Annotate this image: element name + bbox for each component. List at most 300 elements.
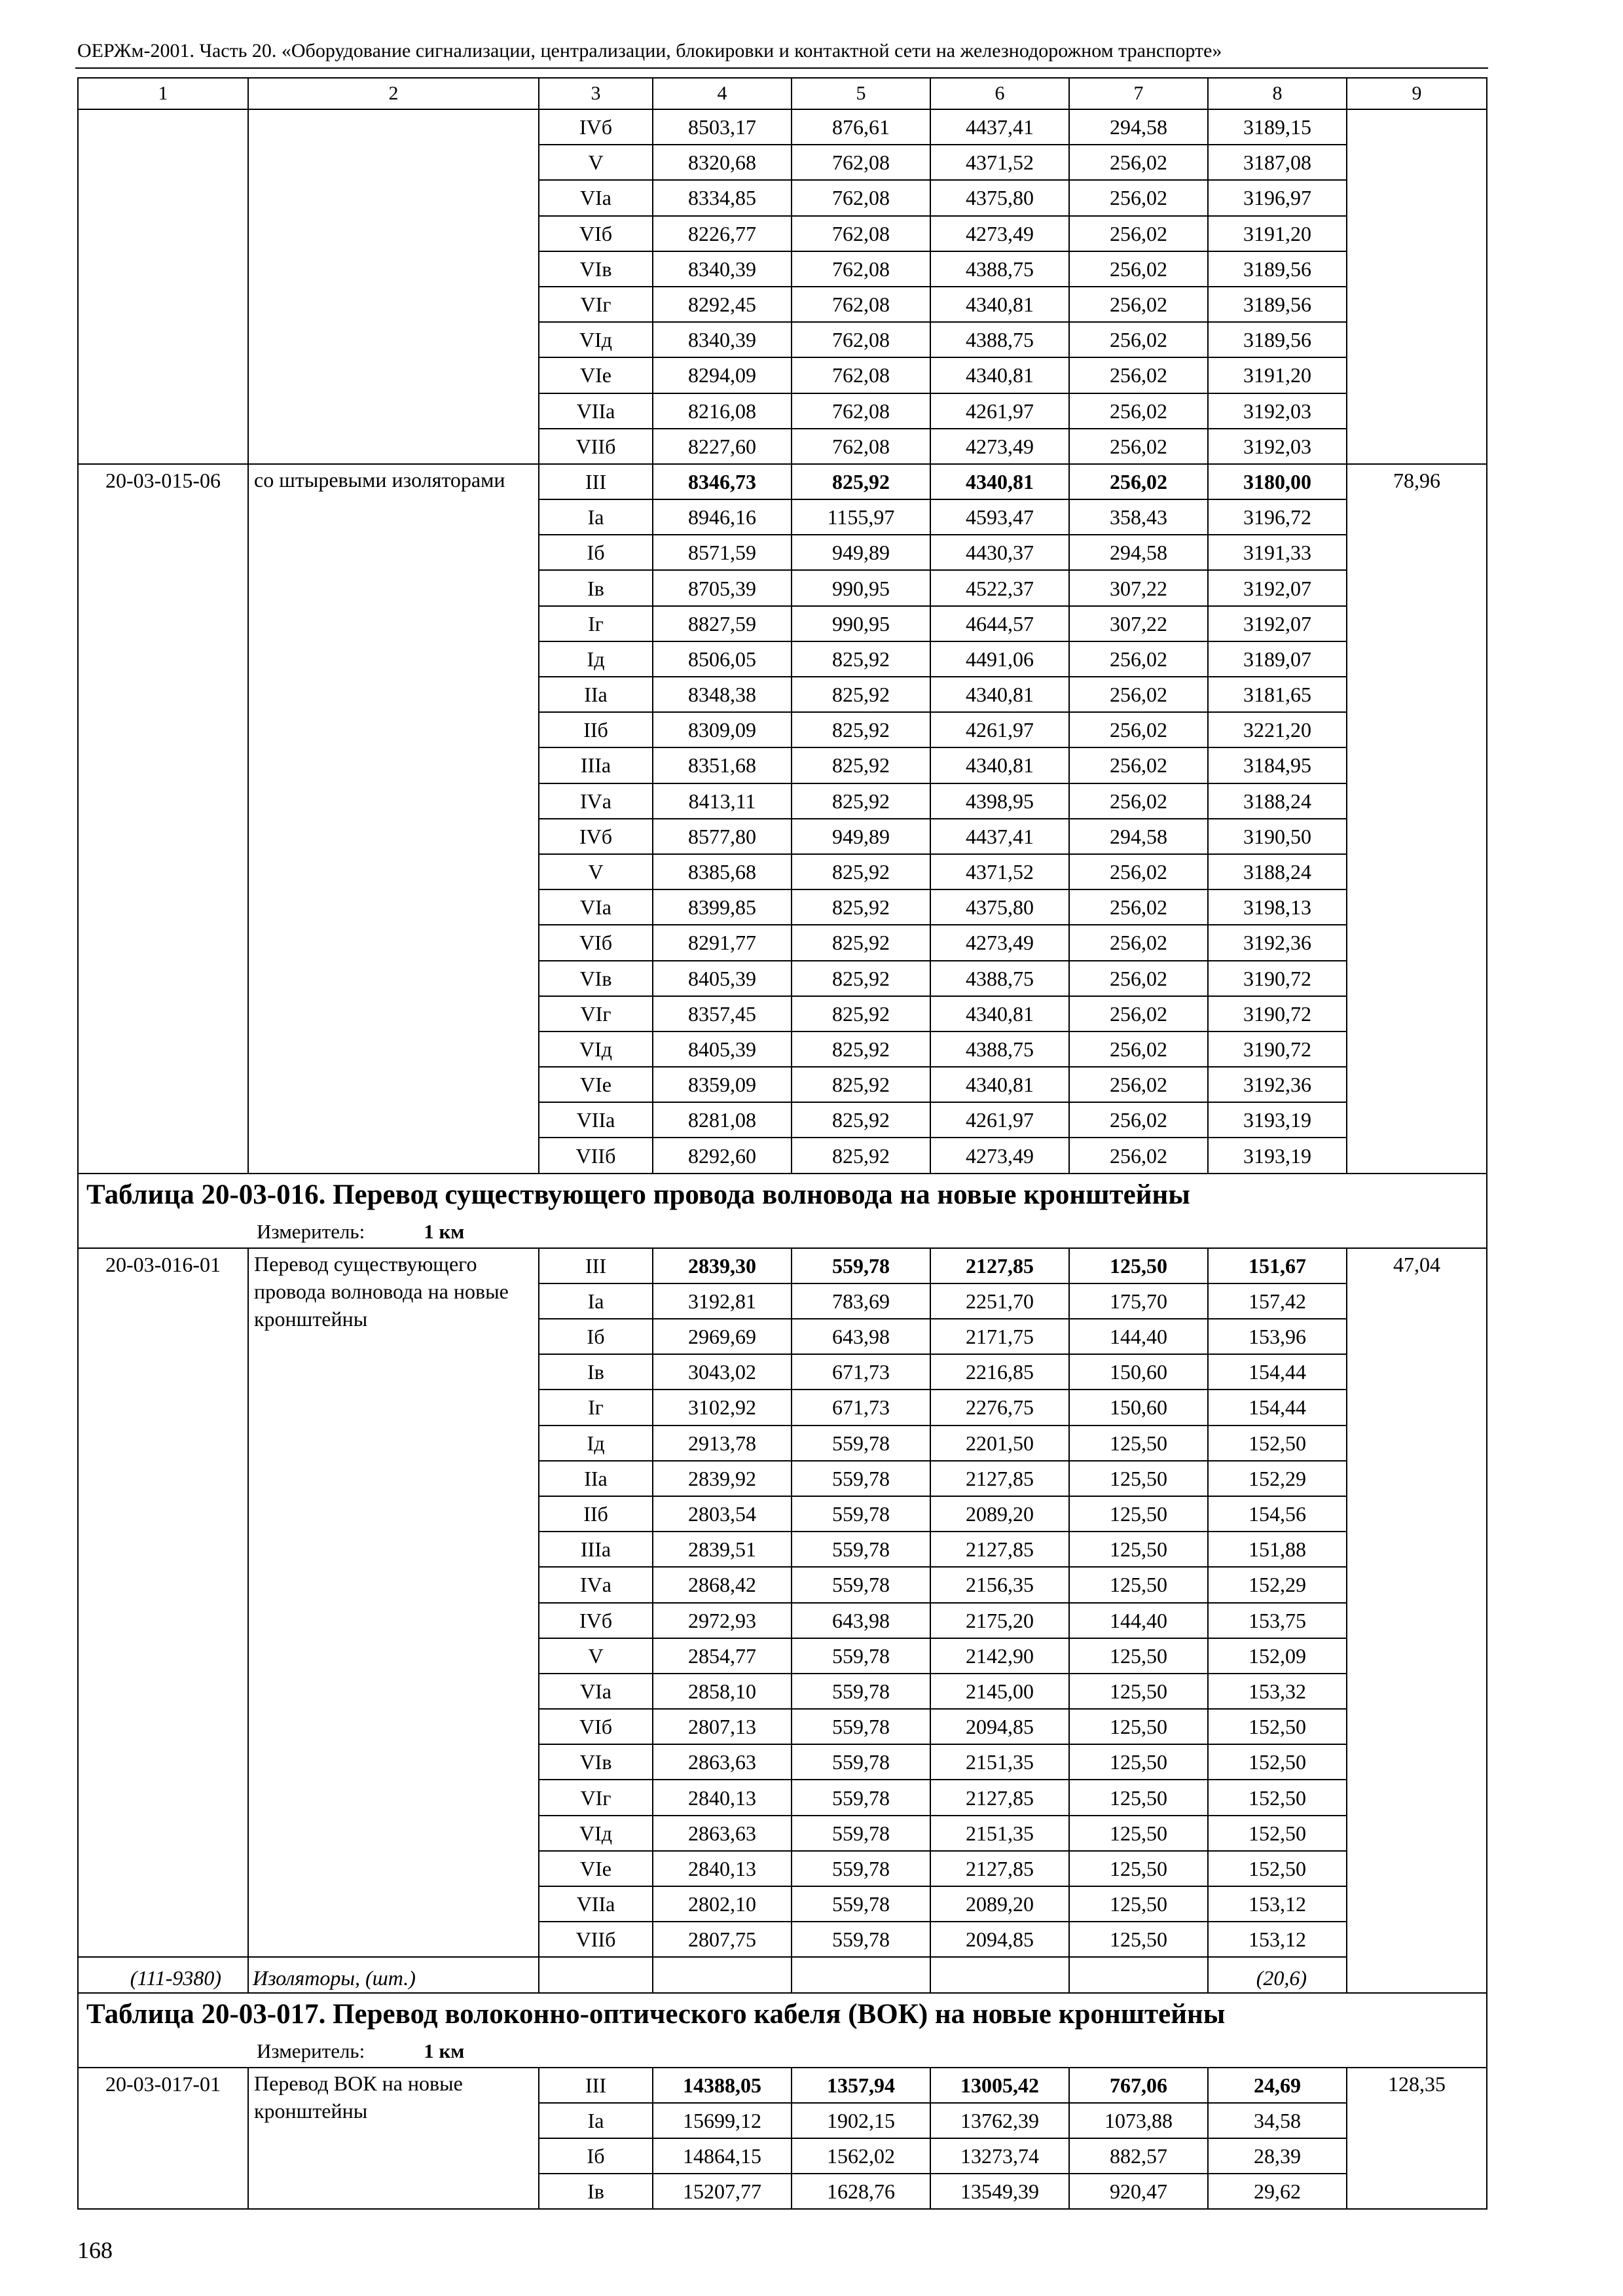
unit-label: Измеритель: (257, 1219, 365, 1243)
territorial-zone: Iб (539, 1319, 653, 1354)
rate-value: 4375,80 (930, 180, 1069, 215)
rate-value: 2972,93 (653, 1603, 792, 1638)
rate-value: 825,92 (792, 1102, 930, 1138)
rate-value: 762,08 (792, 429, 930, 464)
rate-value: 8292,60 (653, 1138, 792, 1173)
rate-value: 3189,56 (1208, 287, 1347, 322)
rate-value: 8226,77 (653, 216, 792, 251)
territorial-zone: IVб (539, 109, 653, 145)
rate-value: 125,50 (1069, 1567, 1208, 1602)
rate-value: 4430,37 (930, 535, 1069, 570)
rate-value: 4371,52 (930, 854, 1069, 889)
rate-value: 559,78 (792, 1638, 930, 1674)
column-number: 4 (653, 78, 792, 109)
rate-value: 154,44 (1208, 1354, 1347, 1390)
rate-value: 559,78 (792, 1851, 930, 1886)
rate-value: 2839,30 (653, 1248, 792, 1283)
rate-value: 3190,72 (1208, 996, 1347, 1031)
resource-name: Изоляторы, (шт.) (248, 1957, 539, 1992)
rate-value: 4273,49 (930, 1138, 1069, 1173)
rate-value: 2858,10 (653, 1674, 792, 1709)
unit-cell (78, 2036, 1487, 2068)
rate-value: 2127,85 (930, 1780, 1069, 1815)
rate-value: 13549,39 (930, 2174, 1069, 2209)
rate-value: 125,50 (1069, 1674, 1208, 1709)
territorial-zone: Iв (539, 570, 653, 605)
rate-value: 256,02 (1069, 747, 1208, 783)
rate-value: 256,02 (1069, 1102, 1208, 1138)
rate-code: 20-03-016-01 (78, 1248, 248, 1958)
unit-row (78, 1216, 1487, 1248)
rate-value: 152,50 (1208, 1426, 1347, 1461)
rate-value: 256,02 (1069, 1138, 1208, 1173)
rate-value: 24,69 (1208, 2068, 1347, 2103)
territorial-zone: Iг (539, 606, 653, 641)
territorial-zone: VIа (539, 1674, 653, 1709)
rate-value: 4261,97 (930, 1102, 1069, 1138)
unit-value: 1 км (424, 1219, 465, 1243)
rate-value: 2216,85 (930, 1354, 1069, 1390)
rate-value: 2151,35 (930, 1744, 1069, 1780)
rate-value: 2969,69 (653, 1319, 792, 1354)
rate-value: 671,73 (792, 1390, 930, 1425)
unit-row (78, 2036, 1487, 2068)
rate-value: 153,12 (1208, 1886, 1347, 1922)
rate-name: Перевод ВОК на новые кронштейны (248, 2068, 539, 2210)
rate-value: 256,02 (1069, 677, 1208, 712)
rate-value: 256,02 (1069, 145, 1208, 180)
territorial-zone: Iд (539, 1426, 653, 1461)
rate-value: 153,75 (1208, 1603, 1347, 1638)
rate-value: 2840,13 (653, 1851, 792, 1886)
column-number: 2 (248, 78, 539, 109)
rate-value: 3191,20 (1208, 357, 1347, 393)
territorial-zone: V (539, 854, 653, 889)
territorial-zone: VIб (539, 216, 653, 251)
rate-value: 28,39 (1208, 2138, 1347, 2174)
column-number: 6 (930, 78, 1069, 109)
rate-code (78, 109, 248, 464)
rate-value: 2175,20 (930, 1603, 1069, 1638)
rate-value: 15207,77 (653, 2174, 792, 2209)
rate-value: 256,02 (1069, 925, 1208, 960)
territorial-zone: VIб (539, 925, 653, 960)
table-row (78, 109, 1487, 145)
territorial-zone: Iб (539, 2138, 653, 2174)
rate-value: 825,92 (792, 996, 930, 1031)
rate-value: 2127,85 (930, 1248, 1069, 1283)
territorial-zone: VIд (539, 1031, 653, 1067)
rate-value: 125,50 (1069, 1851, 1208, 1886)
empty-cell (792, 1957, 930, 1992)
rate-value: 4593,47 (930, 499, 1069, 535)
rate-value: 152,50 (1208, 1709, 1347, 1744)
rate-value: 4340,81 (930, 1067, 1069, 1102)
rate-value: 154,44 (1208, 1390, 1347, 1425)
rate-value: 8357,45 (653, 996, 792, 1031)
rate-value: 14864,15 (653, 2138, 792, 2174)
rate-value: 307,22 (1069, 570, 1208, 605)
rate-value: 154,56 (1208, 1496, 1347, 1532)
rate-value: 762,08 (792, 357, 930, 393)
rate-value: 150,60 (1069, 1354, 1208, 1390)
rate-value: 2127,85 (930, 1851, 1069, 1886)
rate-value: 125,50 (1069, 1816, 1208, 1851)
rate-value: 8216,08 (653, 393, 792, 429)
rate-value: 1902,15 (792, 2103, 930, 2138)
rate-value: 3190,72 (1208, 1031, 1347, 1067)
rate-value: 8340,39 (653, 322, 792, 357)
rate-value: 762,08 (792, 393, 930, 429)
rate-value: 152,50 (1208, 1816, 1347, 1851)
column-9-value: 78,96 (1347, 464, 1487, 1174)
rate-value: 3043,02 (653, 1354, 792, 1390)
rate-value: 358,43 (1069, 499, 1208, 535)
territorial-zone: Iв (539, 2174, 653, 2209)
rate-value: 4371,52 (930, 145, 1069, 180)
territorial-zone: V (539, 1638, 653, 1674)
rate-value: 125,50 (1069, 1922, 1208, 1957)
territorial-zone: VIд (539, 1816, 653, 1851)
rate-value: 8946,16 (653, 499, 792, 535)
rate-value: 256,02 (1069, 1031, 1208, 1067)
rate-value: 8281,08 (653, 1102, 792, 1138)
rate-value: 3184,95 (1208, 747, 1347, 783)
rate-value: 762,08 (792, 216, 930, 251)
rate-value: 2854,77 (653, 1638, 792, 1674)
rate-value: 256,02 (1069, 889, 1208, 925)
rate-value: 2094,85 (930, 1709, 1069, 1744)
rate-value: 3189,56 (1208, 322, 1347, 357)
territorial-zone: VIд (539, 322, 653, 357)
rate-value: 8705,39 (653, 570, 792, 605)
rate-value: 125,50 (1069, 1248, 1208, 1283)
rate-value: 2089,20 (930, 1496, 1069, 1532)
territorial-zone: VIв (539, 961, 653, 996)
rate-value: 256,02 (1069, 322, 1208, 357)
rate-value: 152,29 (1208, 1461, 1347, 1496)
rate-value: 150,60 (1069, 1390, 1208, 1425)
rate-value: 949,89 (792, 535, 930, 570)
table-row (78, 464, 1487, 499)
rate-value: 157,42 (1208, 1283, 1347, 1319)
column-number: 5 (792, 78, 930, 109)
rate-value: 2803,54 (653, 1496, 792, 1532)
rate-value: 256,02 (1069, 712, 1208, 747)
unit-cell (78, 1216, 1487, 1248)
rate-value: 4398,95 (930, 783, 1069, 819)
rate-value: 256,02 (1069, 854, 1208, 889)
territorial-zone: Iа (539, 499, 653, 535)
rate-value: 29,62 (1208, 2174, 1347, 2209)
rate-value: 825,92 (792, 854, 930, 889)
rate-value: 3192,36 (1208, 925, 1347, 960)
rate-value: 125,50 (1069, 1709, 1208, 1744)
rate-value: 8351,68 (653, 747, 792, 783)
territorial-zone: Iг (539, 1390, 653, 1425)
rate-value: 3192,36 (1208, 1067, 1347, 1102)
rate-value: 825,92 (792, 1067, 930, 1102)
rate-value: 14388,05 (653, 2068, 792, 2103)
rate-value: 3198,13 (1208, 889, 1347, 925)
rate-value: 144,40 (1069, 1319, 1208, 1354)
rate-value: 4261,97 (930, 393, 1069, 429)
rate-value: 4491,06 (930, 641, 1069, 677)
rate-value: 2840,13 (653, 1780, 792, 1815)
rate-value: 2913,78 (653, 1426, 792, 1461)
rate-value: 2276,75 (930, 1390, 1069, 1425)
rate-value: 256,02 (1069, 287, 1208, 322)
rate-value: 2251,70 (930, 1283, 1069, 1319)
rate-value: 559,78 (792, 1780, 930, 1815)
rate-value: 825,92 (792, 889, 930, 925)
rate-value: 3189,07 (1208, 641, 1347, 677)
rate-value: 4273,49 (930, 216, 1069, 251)
rate-value: 559,78 (792, 1744, 930, 1780)
rate-value: 8506,05 (653, 641, 792, 677)
rate-value: 2868,42 (653, 1567, 792, 1602)
rate-value: 3192,03 (1208, 393, 1347, 429)
rate-value: 125,50 (1069, 1744, 1208, 1780)
territorial-zone: IIб (539, 712, 653, 747)
territorial-zone: VIа (539, 180, 653, 215)
table-row (78, 2068, 1487, 2103)
rate-value: 882,57 (1069, 2138, 1208, 2174)
resource-quantity: (20,6) (1208, 1957, 1347, 1992)
rate-value: 762,08 (792, 180, 930, 215)
rate-value: 256,02 (1069, 429, 1208, 464)
rate-value: 2807,75 (653, 1922, 792, 1957)
running-header: ОЕРЖм-2001. Часть 20. «Оборудование сигнализации, централизации, блокировки и контактной сети на железнодорожном транспорте» (77, 40, 1222, 62)
rate-name: со штыревыми изоляторами (248, 464, 539, 1174)
rate-value: 783,69 (792, 1283, 930, 1319)
table-title-row (78, 1993, 1487, 2036)
rate-value: 8294,09 (653, 357, 792, 393)
table-title: Таблица 20-03-017. Перевод волоконно-оптического кабеля (ВОК) на новые кронштейны (78, 1993, 1487, 2036)
rate-value: 151,88 (1208, 1532, 1347, 1567)
rate-value: 4340,81 (930, 747, 1069, 783)
rate-value: 8334,85 (653, 180, 792, 215)
column-9-value: 128,35 (1347, 2068, 1487, 2210)
column-number: 9 (1347, 78, 1487, 109)
territorial-zone: III (539, 1248, 653, 1283)
territorial-zone: VIа (539, 889, 653, 925)
rate-value: 949,89 (792, 819, 930, 854)
rate-value: 2089,20 (930, 1886, 1069, 1922)
header-rule (75, 67, 1488, 69)
rate-value: 15699,12 (653, 2103, 792, 2138)
rate-code: 20-03-015-06 (78, 464, 248, 1174)
rate-value: 643,98 (792, 1319, 930, 1354)
rate-value: 825,92 (792, 641, 930, 677)
rate-value: 825,92 (792, 712, 930, 747)
column-9-value: 47,04 (1347, 1248, 1487, 1993)
rate-value: 256,02 (1069, 251, 1208, 287)
table-title: Таблица 20-03-016. Перевод существующего провода волновода на новые кронштейны (78, 1174, 1487, 1216)
rate-value: 8348,38 (653, 677, 792, 712)
territorial-zone: VIг (539, 996, 653, 1031)
rate-value: 3181,65 (1208, 677, 1347, 712)
rate-value: 3192,07 (1208, 606, 1347, 641)
rate-value: 3188,24 (1208, 783, 1347, 819)
rate-value: 2127,85 (930, 1461, 1069, 1496)
territorial-zone: VIг (539, 1780, 653, 1815)
rate-value: 256,02 (1069, 464, 1208, 499)
rate-value: 13762,39 (930, 2103, 1069, 2138)
rate-value: 125,50 (1069, 1886, 1208, 1922)
rate-value: 3102,92 (653, 1390, 792, 1425)
rate-value: 125,50 (1069, 1780, 1208, 1815)
rate-value: 559,78 (792, 1567, 930, 1602)
empty-cell (539, 1957, 653, 1992)
rate-value: 762,08 (792, 145, 930, 180)
territorial-zone: VIе (539, 1851, 653, 1886)
territorial-zone: IIIа (539, 1532, 653, 1567)
rate-value: 2145,00 (930, 1674, 1069, 1709)
rate-value: 144,40 (1069, 1603, 1208, 1638)
rate-value: 4437,41 (930, 109, 1069, 145)
rate-value: 1073,88 (1069, 2103, 1208, 2138)
rate-value: 8385,68 (653, 854, 792, 889)
rate-value: 643,98 (792, 1603, 930, 1638)
territorial-zone: VIIа (539, 393, 653, 429)
rate-value: 153,96 (1208, 1319, 1347, 1354)
rate-value: 8359,09 (653, 1067, 792, 1102)
rate-value: 152,50 (1208, 1744, 1347, 1780)
rate-value: 3192,81 (653, 1283, 792, 1319)
rate-value: 762,08 (792, 322, 930, 357)
rate-value: 4375,80 (930, 889, 1069, 925)
rate-value: 152,09 (1208, 1638, 1347, 1674)
rate-value: 4340,81 (930, 464, 1069, 499)
rate-value: 294,58 (1069, 109, 1208, 145)
rate-value: 762,08 (792, 287, 930, 322)
rate-value: 2151,35 (930, 1816, 1069, 1851)
rate-value: 4340,81 (930, 357, 1069, 393)
rate-value: 8291,77 (653, 925, 792, 960)
rate-value: 2839,51 (653, 1532, 792, 1567)
rate-value: 559,78 (792, 1816, 930, 1851)
rate-value: 4522,37 (930, 570, 1069, 605)
rate-value: 8413,11 (653, 783, 792, 819)
rate-value: 762,08 (792, 251, 930, 287)
territorial-zone: VIб (539, 1709, 653, 1744)
rate-value: 2171,75 (930, 1319, 1069, 1354)
rate-value: 125,50 (1069, 1638, 1208, 1674)
rate-value: 990,95 (792, 570, 930, 605)
unit-value: 1 км (424, 2039, 465, 2062)
rate-value: 4261,97 (930, 712, 1069, 747)
rate-value: 4388,75 (930, 251, 1069, 287)
rate-value: 825,92 (792, 783, 930, 819)
rate-value: 125,50 (1069, 1461, 1208, 1496)
rate-value: 175,70 (1069, 1283, 1208, 1319)
rate-value: 2201,50 (930, 1426, 1069, 1461)
rate-value: 3192,07 (1208, 570, 1347, 605)
rate-value: 559,78 (792, 1709, 930, 1744)
empty-cell (653, 1957, 792, 1992)
territorial-zone: IVа (539, 1567, 653, 1602)
rate-value: 256,02 (1069, 180, 1208, 215)
rate-value: 876,61 (792, 109, 930, 145)
rate-value: 8405,39 (653, 1031, 792, 1067)
rate-value: 3193,19 (1208, 1102, 1347, 1138)
territorial-zone: Iа (539, 2103, 653, 2138)
rate-value: 559,78 (792, 1674, 930, 1709)
rate-value: 2142,90 (930, 1638, 1069, 1674)
territorial-zone: VIIб (539, 1922, 653, 1957)
rate-value: 256,02 (1069, 357, 1208, 393)
rate-value: 825,92 (792, 464, 930, 499)
rate-value: 825,92 (792, 961, 930, 996)
territorial-zone: Iа (539, 1283, 653, 1319)
column-number: 3 (539, 78, 653, 109)
rate-value: 559,78 (792, 1496, 930, 1532)
measurement-unit (79, 2037, 1486, 2066)
resource-note-row (78, 1957, 1487, 1992)
rate-value: 153,32 (1208, 1674, 1347, 1709)
rate-value: 8399,85 (653, 889, 792, 925)
rate-value: 256,02 (1069, 961, 1208, 996)
rate-value: 8340,39 (653, 251, 792, 287)
rate-value: 307,22 (1069, 606, 1208, 641)
rate-value: 3189,15 (1208, 109, 1347, 145)
territorial-zone: Iв (539, 1354, 653, 1390)
rates-table (77, 77, 1487, 2210)
territorial-zone: VIIб (539, 1138, 653, 1173)
territorial-zone: Iб (539, 535, 653, 570)
rate-value: 151,67 (1208, 1248, 1347, 1283)
rate-value: 4340,81 (930, 996, 1069, 1031)
rate-value: 8503,17 (653, 109, 792, 145)
rate-value: 2863,63 (653, 1744, 792, 1780)
rate-value: 256,02 (1069, 216, 1208, 251)
rate-value: 2802,10 (653, 1886, 792, 1922)
territorial-zone: VIе (539, 1067, 653, 1102)
territorial-zone: IIIа (539, 747, 653, 783)
rate-value: 152,29 (1208, 1567, 1347, 1602)
rate-value: 3191,20 (1208, 216, 1347, 251)
empty-cell (1069, 1957, 1208, 1992)
page-number: 168 (77, 2237, 113, 2263)
rate-value: 559,78 (792, 1426, 930, 1461)
rate-value: 4388,75 (930, 322, 1069, 357)
territorial-zone: III (539, 2068, 653, 2103)
territorial-zone: VIIа (539, 1886, 653, 1922)
rate-value: 671,73 (792, 1354, 930, 1390)
rate-value: 4273,49 (930, 429, 1069, 464)
rate-value: 3192,03 (1208, 429, 1347, 464)
rate-value: 256,02 (1069, 393, 1208, 429)
rate-value: 3196,72 (1208, 499, 1347, 535)
rate-value: 13005,42 (930, 2068, 1069, 2103)
territorial-zone: VIг (539, 287, 653, 322)
rate-value: 3180,00 (1208, 464, 1347, 499)
territorial-zone: IIа (539, 1461, 653, 1496)
rate-value: 1155,97 (792, 499, 930, 535)
column-9-value (1347, 109, 1487, 464)
measurement-unit (79, 1217, 1486, 1246)
territorial-zone: VIIб (539, 429, 653, 464)
table-row (78, 1248, 1487, 1283)
rate-value: 3196,97 (1208, 180, 1347, 215)
rate-value: 767,06 (1069, 2068, 1208, 2103)
rate-value: 152,50 (1208, 1851, 1347, 1886)
rate-value: 3187,08 (1208, 145, 1347, 180)
rate-value: 13273,74 (930, 2138, 1069, 2174)
rate-value: 2094,85 (930, 1922, 1069, 1957)
rate-value: 8320,68 (653, 145, 792, 180)
